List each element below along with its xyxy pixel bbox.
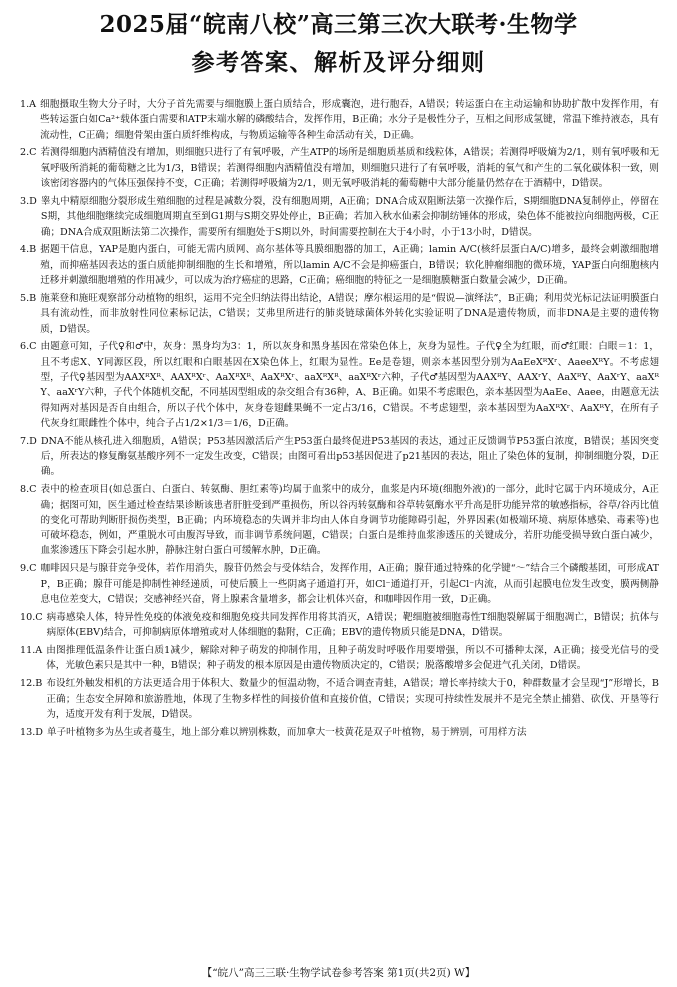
answer-item-5 — [19, 291, 659, 337]
answer-item-9 — [19, 561, 659, 607]
answer-item-1 — [19, 97, 659, 143]
page-footer: 【“皖八”高三三联·生物学试卷参考答案 第1页(共2页) W】 — [201, 967, 476, 979]
question-number: 6.C — [20, 341, 37, 353]
answer-explanation: 细胞摄取生物大分子时，大分子首先需要与细胞膜上蛋白质结合，形成囊泡，进行胞吞，A错误；转运蛋白在主动运输和协助扩散中发挥作用，有些转运蛋白如Ca²⁺载体蛋白需要和ATP末端水解的磷酸结合，发挥作用，B正确；水分子是极性分子，互相之间形成氢键，常温下维持液态，具有流动性，C正确；细胞骨架由蛋白质纤维构成，与物质运输等各种生命活动有关，D正确。 — [40, 99, 659, 141]
answer-explanation: DNA不能从核孔进入细胞质，A错误；P53基因激活后产生P53蛋白最终促进P53基因的表达，通过正反馈调节P53蛋白浓度，B错误；基因突变后，所表达的修复酶氨基酸序列不一定发生改变，C错误；由图可看出p53基因促进了p21基因的表达，阻止了染色体的复制，抑制细胞分裂，D正确。 — [40, 435, 659, 478]
page-subtitle: 参考答案、解析及评分细则 — [191, 49, 486, 76]
answer-item-10 — [19, 610, 659, 641]
answer-item-4 — [19, 242, 659, 288]
answer-explanation: 若测得细胞内酒精值没有增加，则细胞只进行了有氧呼吸，产生ATP的场所是细胞质基质和线粒体，A错误；若测得呼吸熵为2/1，则有氧呼吸和无氧呼吸所消耗的葡萄糖之比为1/3，B错误；若测得细胞内酒精值没有增加，则细胞只进行了有氧呼吸，消耗的氧气和产生的二氧化碳体积一致，则该密闭容器内的气体压强保持不变，C正确；若测得呼吸熵为2/1，则无氧呼吸消耗的葡萄糖中大部分能量仍然存在于酒精中，D错误。 — [40, 147, 659, 190]
question-number: 5.B — [20, 292, 37, 304]
question-number: 4.B — [20, 244, 37, 256]
answer-explanation: 由图推理低温条件让蛋白质1减少，解除对种子萌发的抑制作用，且种子萌发时呼吸作用要增强，所以不可播种太深，A正确；接受光信号的受体，光敏色素只是其中一种，B错误；种子萌发的根本原因是由遗传物质决定的，C错误；脱落酸增多会促进气孔关闭，D错误。 — [46, 645, 659, 672]
answer-explanation: 施莱登和施旺观察部分动植物的组织，运用不完全归纳法得出结论，A错误；摩尔根运用的是“假说—演绎法”，B正确；利用荧光标记法证明膜蛋白具有流动性，而非放射性同位素标记法，C错误；艾弗里所进行的肺炎链球菌体外转化实验证明了DNA是遗传物质，而非DNA是主要的遗传物质，D错误。 — [40, 292, 659, 335]
answer-explanation: 据题干信息，YAP是胞内蛋白，可能无需内质网、高尔基体等具膜细胞器的加工，A正确；lamin A/C(核纤层蛋白A/C)增多，最终会刺激细胞增殖，而抑癌基因表达的蛋白质能抑制细胞的生长和增殖，所以lamin A/C不会是抑癌蛋白，B错误；软化肿瘤细胞的微环境，YAP蛋白向细胞核内迁移并刺激细胞增殖的作用减少，可以成为治疗癌症的思路，C正确；癌细胞的特征之一是细胞膜糖蛋白数量会减少，D正确。 — [40, 244, 659, 287]
question-number: 1.A — [20, 99, 37, 110]
answer-explanation: 由题意可知，子代♀和♂中，灰身：黑身均为3：1，所以灰身和黑身基因在常染色体上，灰身为显性。子代♀全为红眼，而♂红眼：白眼＝1：1，且不考虑X、Y同源区段，所以红眼和白眼基因在X染色体上，红眼为显性。Ee是卷翅，则亲本基因型分别为AaEeXᴿXʳ、AaeeXᴿY。不考虑翅型，子代♀基因型为AAXᴿXᴿ、AAXᴿXʳ、AaXᴿXᴿ、AaXᴿXʳ、aaXᴿXᴿ、aaXᴿXʳ六种，子代♂基因型为AAXᴿY、AAXʳY、AaXᴿY、AaXʳY、aaXᴿY、aaXʳY六种，子代个体随机交配，不同基因型组成的杂交组合有36种，A、B正确。如果不考虑眼色，亲本基因型为AaEe、Aaee，由题意无法得知两对基因是否自由组合，所以子代个体中，灰身卷翅雌果蝇不一定占3/16，C错误。不考虑翅型，亲本基因型为AaXᴿXʳ、AaXᴿY，在所有子代灰身红眼雌性个体中，纯合子占1/2×1/3＝1/6，D正确。 — [40, 341, 659, 429]
answer-explanation: 表中的检查项目(如总蛋白、白蛋白、转氨酶、胆红素等)均属于血浆中的成分，血浆是内环境(细胞外液)的一部分，此时它属于内环境成分，A正确；据图可知，医生通过检查结果诊断该患者肝脏受到严重损伤，所以谷丙转氨酶和谷草转氨酶水平升高是肝功能异常的敏感指标，谷草/谷丙比值的变化可帮助判断肝损伤类型，B正确；内环境稳态的失调并非均由人体自身调节功能障碍引起，外界因素(如极端环境、病原体感染、毒素等)也可破坏稳态，例如，严重脱水可由腹泻导致，而非调节系统问题，C错误；白蛋白是维持血浆渗透压的关键成分，若肝功能受损导致白蛋白减少，血浆渗透压下降会引起水肿，静脉注射白蛋白可缓解水肿，D正确。 — [40, 484, 659, 557]
question-number: 11.A — [20, 645, 43, 657]
answer-item-13 — [19, 725, 659, 740]
question-number: 8.C — [20, 484, 37, 496]
answer-item-11 — [19, 643, 659, 674]
answer-item-3 — [19, 194, 659, 240]
answer-explanation: 睾丸中精原细胞分裂形成生殖细胞的过程是减数分裂，没有细胞周期，A正确；DNA合成双阻断法第一次操作后，S期细胞DNA复制停止，停留在S期，其他细胞继续完成细胞周期直至到G1期与S期交界处停止，B正确；若加入秋水仙素会抑制纺锤体的形成，染色体不能被拉向细胞两极，C正确；DNA合成双阻断法第二次操作，需要所有细胞处于S期以外，时间需要控制在大于4小时，小于13小时，D错误。 — [40, 195, 659, 238]
answer-item-7 — [19, 434, 659, 480]
question-number: 3.D — [20, 195, 37, 207]
answer-item-8 — [19, 482, 659, 558]
question-number: 13.D — [20, 726, 43, 738]
question-number: 7.D — [20, 435, 37, 447]
question-number: 9.C — [20, 563, 37, 575]
answer-explanation: 布设红外触发相机的方法更适合用于体积大、数量少的恒温动物，不适合调查青蛙，A错误；增长率持续大于0，种群数量才会呈现“J”形增长，B正确；生态安全屏障和旅游胜地，体现了生物多样性的间接价值和直接价值，C错误；实现可持续性发展并不是完全禁止捕猎、砍伐、开垦等行为，适度开发有利于发展，D错误。 — [46, 678, 659, 720]
answer-item-12 — [19, 676, 659, 722]
question-number: 10.C — [20, 611, 43, 623]
answer-explanation: 病毒感染人体，特异性免疫的体液免疫和细胞免疫共同发挥作用将其消灭，A错误；靶细胞被细胞毒性T细胞裂解属于细胞凋亡，B错误；抗体与病原体(EBV)结合，可抑制病原体增殖或对人体细胞的黏附，C正确；EBV的遗传物质只能是DNA，D错误。 — [46, 611, 659, 639]
page-title: 2025届“皖南八校”高三第三次大联考·生物学 — [99, 11, 578, 38]
question-number: 12.B — [20, 678, 43, 690]
question-number: 2.C — [20, 147, 37, 159]
answer-list — [19, 97, 659, 743]
answer-explanation: 咖啡因只是与腺苷竞争受体，若作用消失，腺苷仍然会与受体结合，发挥作用，A正确；腺苷通过特殊的化学键“～”结合三个磷酸基团，可形成ATP，B正确；腺苷可能是抑制性神经递质，可使后膜上一些阴离子通道打开，如Cl⁻通道打开，引起Cl⁻内流，从而引起膜电位发生改变，膜两侧静息电位差变大，C错误；交感神经兴奋，肾上腺素含量增多，都会让机体兴奋，和咖啡因作用一致，D正确。 — [40, 563, 659, 605]
answer-explanation: 单子叶植物多为丛生或者蔓生，地上部分难以辨别株数，而加拿大一枝黄花是双子叶植物，易于辨别，可用样方法 — [46, 726, 527, 738]
answer-item-2 — [19, 145, 659, 191]
answer-item-6 — [19, 339, 659, 431]
